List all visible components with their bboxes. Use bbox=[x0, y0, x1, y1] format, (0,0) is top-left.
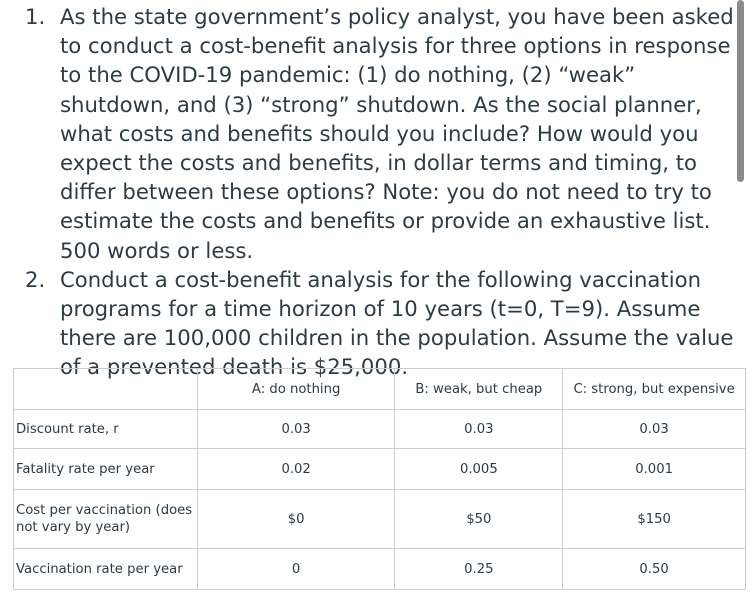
question-number: 1. bbox=[25, 4, 46, 29]
vaccination-programs-table bbox=[13, 368, 746, 590]
table-header-row bbox=[14, 369, 746, 410]
question-1 bbox=[0, 2, 750, 265]
cell-option-a: $0 bbox=[197, 490, 395, 549]
table-row bbox=[14, 449, 746, 490]
row-label: Fatality rate per year bbox=[14, 449, 198, 490]
cell-option-c: 0.001 bbox=[563, 449, 746, 490]
cell-option-a: 0 bbox=[197, 549, 395, 590]
cell-option-b: 0.005 bbox=[395, 449, 563, 490]
cell-option-b: 0.25 bbox=[395, 549, 563, 590]
row-label: Discount rate, r bbox=[14, 410, 198, 449]
cell-option-b: 0.03 bbox=[395, 410, 563, 449]
cell-option-c: 0.50 bbox=[563, 549, 746, 590]
scrollbar-thumb[interactable] bbox=[737, 0, 744, 182]
cell-option-c: $150 bbox=[563, 490, 746, 549]
table-row bbox=[14, 410, 746, 449]
question-2 bbox=[0, 265, 750, 382]
header-cell-empty bbox=[14, 369, 198, 410]
cell-option-c: 0.03 bbox=[563, 410, 746, 449]
row-label: Cost per vaccination (does not vary by year) bbox=[14, 490, 198, 549]
row-label: Vaccination rate per year bbox=[14, 549, 198, 590]
question-text: As the state government’s policy analyst, you have been asked to conduct a cost-benefit analysis for three options in response to the COVID-19 pandemic: (1) do nothing, (2) “weak” shutdown, and (3) “strong” shutdown. As the social planner, what costs and benefits should you include? How would you expect the costs and benefits, in dollar terms and timing, to differ between these options? Note: you do not need to try to estimate the costs and benefits or provide an exhaustive list. 500 words or less. bbox=[60, 4, 734, 263]
question-list bbox=[0, 2, 750, 382]
header-cell-option-c: C: strong, but expensive bbox=[563, 369, 746, 410]
table-row bbox=[14, 549, 746, 590]
cell-option-b: $50 bbox=[395, 490, 563, 549]
question-text: Conduct a cost-benefit analysis for the following vaccination programs for a time horizon of 10 years (t=0, T=9). Assume there are 100,000 children in the population. Assume the value of a prevented death is $25,000. bbox=[60, 266, 734, 380]
cell-option-a: 0.02 bbox=[197, 449, 395, 490]
cell-option-a: 0.03 bbox=[197, 410, 395, 449]
table-row bbox=[14, 490, 746, 549]
header-cell-option-a: A: do nothing bbox=[197, 369, 395, 410]
question-number: 2. bbox=[25, 266, 46, 292]
header-cell-option-b: B: weak, but cheap bbox=[395, 369, 563, 410]
